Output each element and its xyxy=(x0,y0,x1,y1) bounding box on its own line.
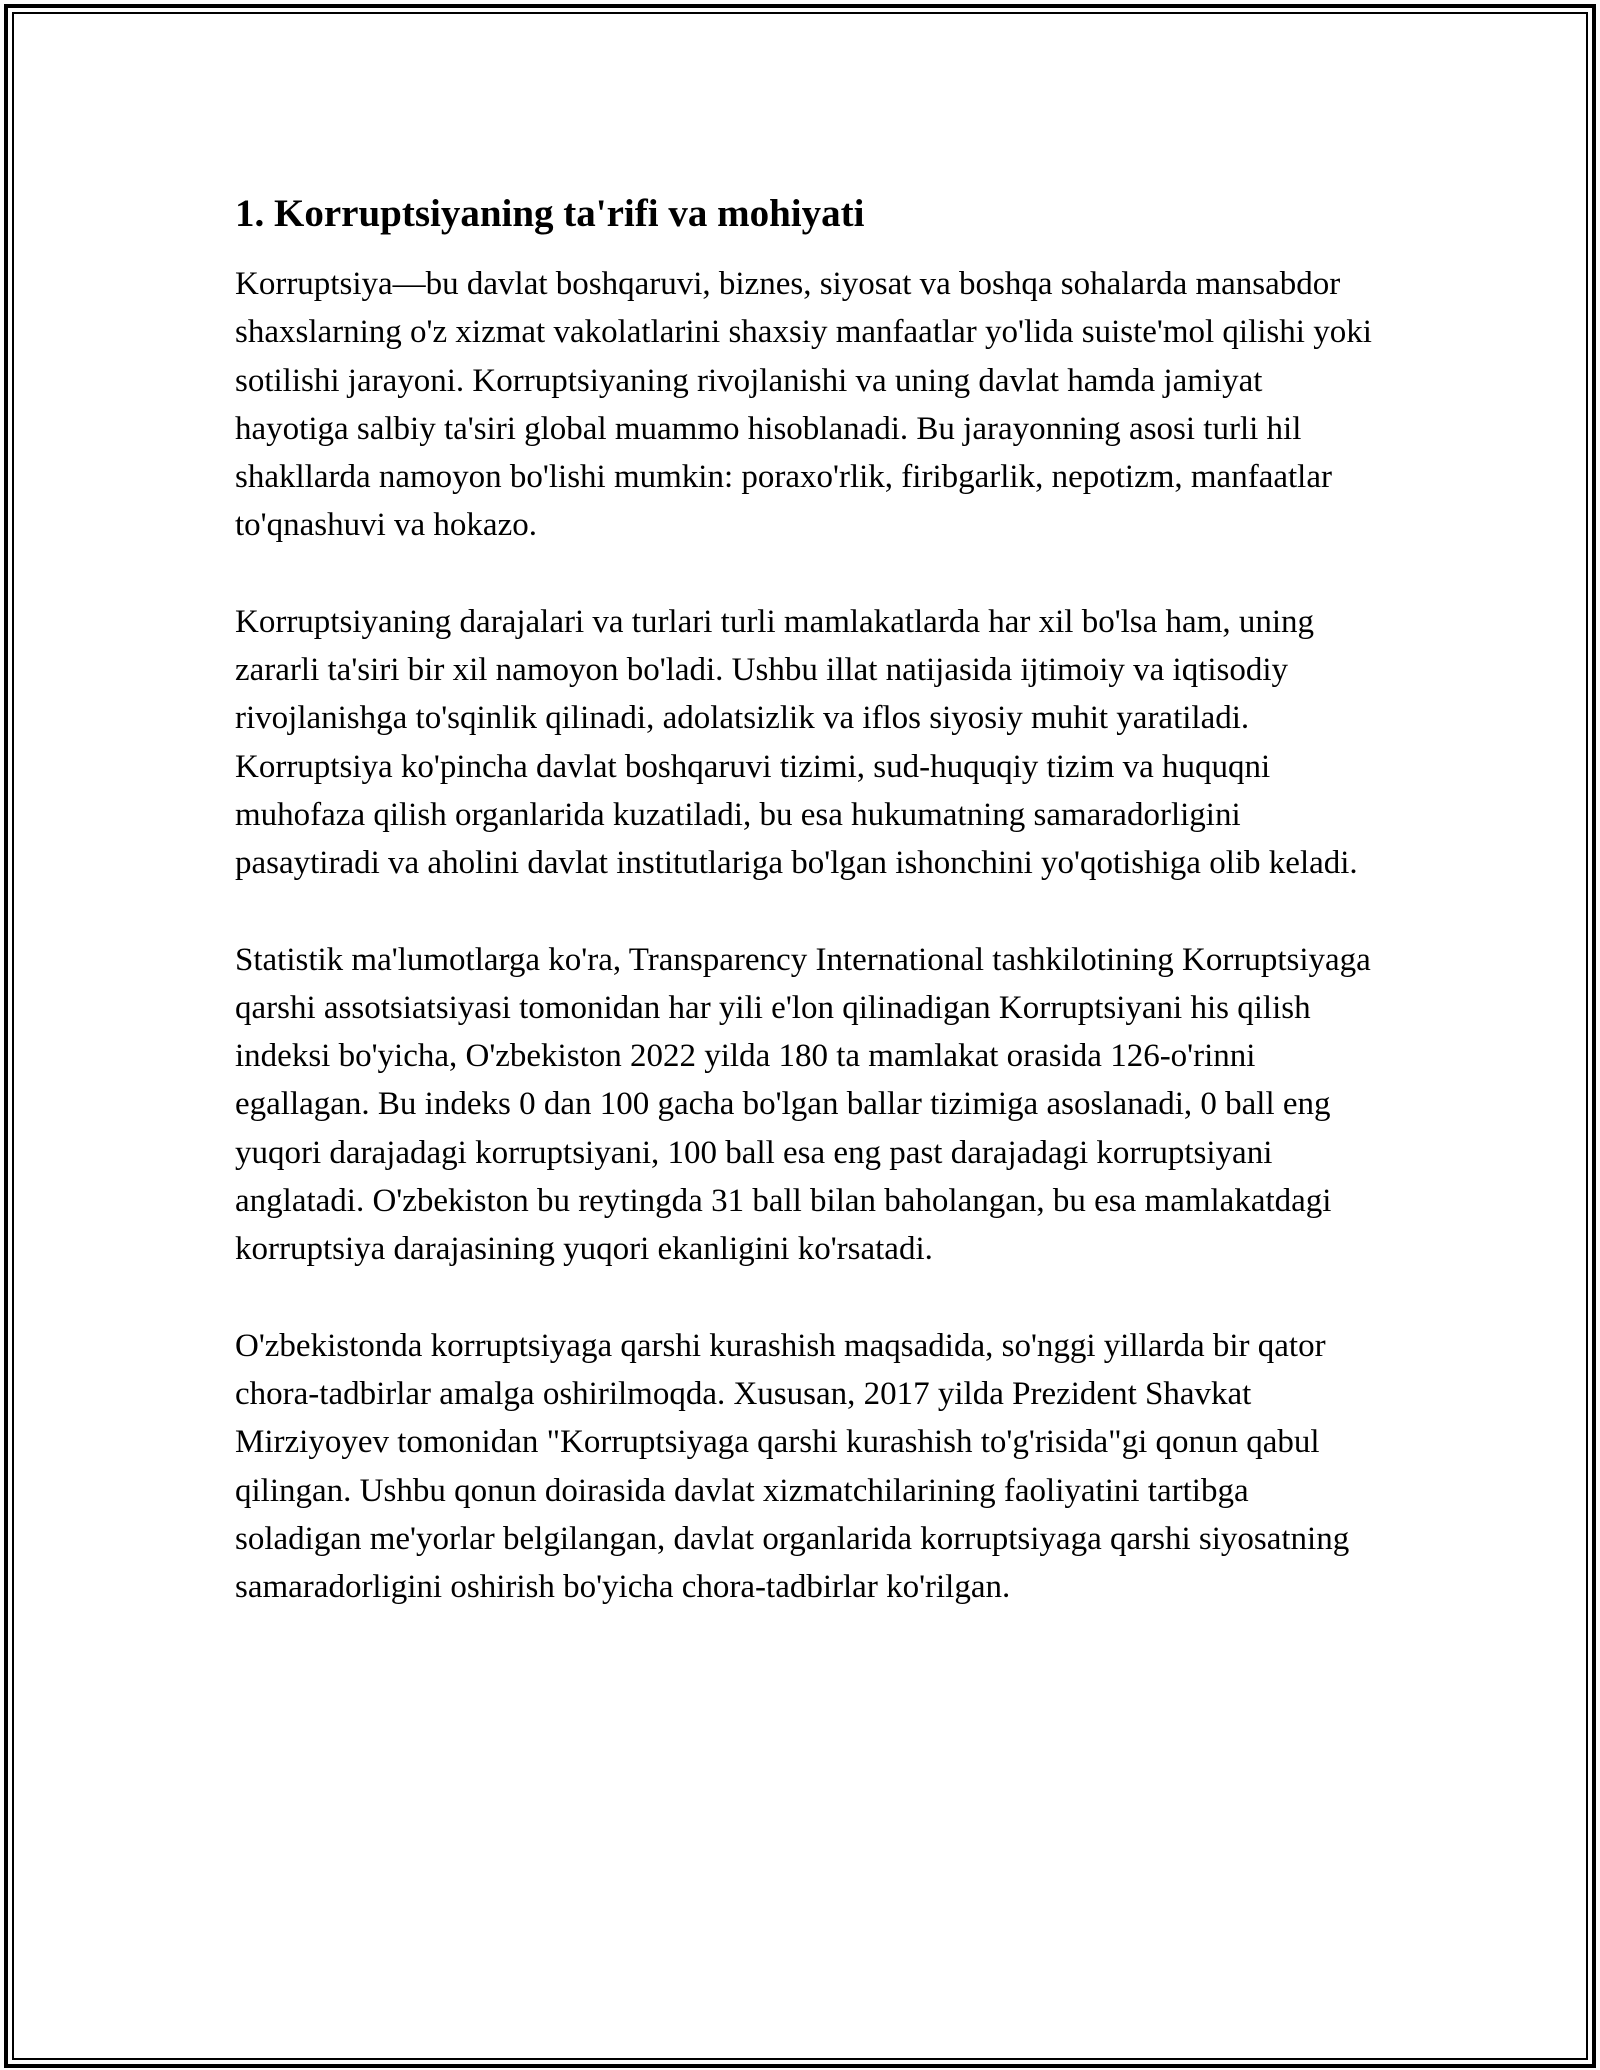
paragraph-statistics: Statistik ma'lumotlarga ko'ra, Transparency International tashkilotining Korruptsiyaga qarshi assotsiatsiyasi tomonidan har yili e'lon qilinadigan Korruptsiyani his qilish indeksi bo'yicha, O'zbekiston 2022 yilda 180 ta mamlakat orasida 126-o'rinni egallagan. Bu indeks 0 dan 100 gacha bo'lgan ballar tizimiga asoslanadi, 0 ball eng yuqori darajadagi korruptsiyani, 100 ball esa eng past darajadagi korruptsiyani anglatadi. O'zbekiston bu reytingda 31 ball bilan baholangan, bu esa mamlakatdagi korruptsiya darajasining yuqori ekanligini ko'rsatadi. xyxy=(235,941,1371,1268)
section-heading: 1. Korruptsiyaning ta'rifi va mohiyati xyxy=(235,192,865,235)
document-body xyxy=(235,188,1380,1659)
paragraph-impact: Korruptsiyaning darajalari va turlari turli mamlakatlarda har xil bo'lsa ham, uning zararli ta'siri bir xil namoyon bo'ladi. Ushbu illat natijasida ijtimoiy va iqtisodiy rivojlanishga to'sqinlik qilinadi, adolatsizlik va iflos siyosiy muhit yaratiladi. Korruptsiya ko'pincha davlat boshqaruvi tizimi, sud-huquqiy tizim va huquqni muhofaza qilish organlarida kuzatiladi, bu esa hukumatning samaradorligini pasaytiradi va aholini davlat institutlariga bo'lgan ishonchini yo'qotishiga olib keladi. xyxy=(235,603,1358,882)
paragraph-measures: O'zbekistonda korruptsiyaga qarshi kurashish maqsadida, so'nggi yillarda bir qator chora-tadbirlar amalga oshirilmoqda. Xususan, 2017 yilda Prezident Shavkat Mirziyoyev tomonidan "Korruptsiyaga qarshi kurashish to'g'risida"gi qonun qabul qilingan. Ushbu qonun doirasida davlat xizmatchilarining faoliyatini tartibga soladigan me'yorlar belgilangan, davlat organlarida korruptsiyaga qarshi siyosatning samaradorligini oshirish bo'yicha chora-tadbirlar ko'rilgan. xyxy=(235,1327,1350,1606)
paragraph-definition: Korruptsiya—bu davlat boshqaruvi, biznes, siyosat va boshqa sohalarda mansabdor shaxslarning o'z xizmat vakolatlarini shaxsiy manfaatlar yo'lida suiste'mol qilishi yoki sotilishi jarayoni. Korruptsiyaning rivojlanishi va uning davlat hamda jamiyat hayotiga salbiy ta'siri global muammo hisoblanadi. Bu jarayonning asosi turli hil shakllarda namoyon bo'lishi mumkin: poraxo'rlik, firibgarlik, nepotizm, manfaatlar to'qnashuvi va hokazo. xyxy=(235,266,1372,544)
